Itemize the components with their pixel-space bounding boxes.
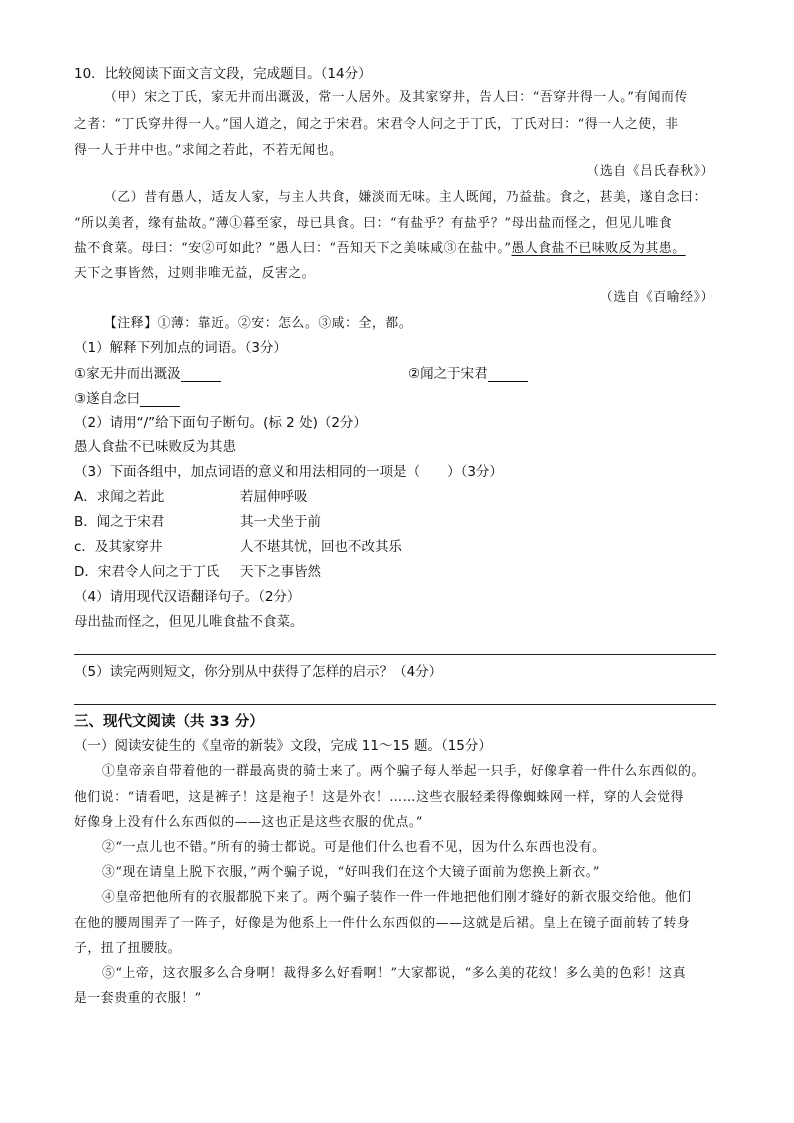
option-d-left: D．宋君令人问之于丁氏 — [74, 564, 220, 580]
sub2-prompt: （2）请用“/”给下面句子断句。(标 2 处)（2分） — [74, 415, 367, 431]
story-paragraph-line: ④皇帝把他所有的衣服都脱下来了。两个骗子装作一件一件地把他们刚才缝好的新衣服交给他。他们 — [102, 890, 692, 905]
passage-jia-line: （甲）宋之丁氏，家无井而出溉汲，常一人居外。及其家穿井，告人曰：“吾穿井得一人。”有闻而传 — [104, 90, 688, 105]
passage-yi-text: 盐不食菜。母曰：“安②可如此？”愚人曰：“吾知天下之美味咸③在盐中。” — [74, 241, 512, 256]
sub1-item-c-text: ③遂自念曰 — [74, 391, 141, 407]
story-paragraph-line: ①皇帝亲自带着他的一群最高贵的骑士来了。两个骗子每人举起一只手，好像拿着一件什么东西似的。 — [102, 764, 705, 779]
sub1-item-c — [74, 393, 180, 407]
passage-yi-source: （选自《百喻经》） — [599, 290, 714, 305]
option-a-right: 若屈伸呼吸 — [240, 489, 308, 505]
sub1-item-b-text: ②闻之于宋君 — [408, 366, 488, 382]
option-b-right: 其一犬坐于前 — [240, 514, 321, 530]
passage-yi-line: “所以美者，缘有盐故。”薄①暮至家，母已具食。曰：“有盐乎？有盐乎？”母出盐而怪之，但见儿唯食 — [74, 216, 673, 231]
sub1-prompt: （1）解释下列加点的词语。（3分） — [74, 340, 287, 356]
underlined-sentence: 愚人食盐不已味败反为其患。 — [511, 241, 686, 256]
option-b-left: B．闻之于宋君 — [74, 514, 165, 530]
part1-prompt: （一）阅读安徒生的《皇帝的新装》文段，完成 11～15 题。（15分） — [74, 738, 492, 754]
answer-line[interactable] — [74, 654, 716, 655]
notes: 【注释】①薄：靠近。②安：怎么。③咸：全，都。 — [104, 316, 413, 331]
option-c-right: 人不堪其忧，回也不改其乐 — [240, 539, 402, 555]
sub4-sentence: 母出盐而怪之，但见儿唯食盐不食菜。 — [74, 614, 304, 630]
story-paragraph-line: 好像身上没有什么东西似的——这也正是这些衣服的优点。” — [74, 815, 424, 830]
answer-line[interactable] — [74, 704, 716, 705]
passage-jia-line: 之者：“丁氏穿井得一人。”国人道之，闻之于宋君。宋君令人问之于丁氏，丁氏对曰：“得一人之使，非 — [74, 117, 679, 132]
sub2-sentence: 愚人食盐不已味败反为其患 — [74, 439, 236, 455]
story-paragraph-line: 子，扭了扭腰肢。 — [74, 941, 182, 956]
passage-yi-line: 天下之事皆然，过则非唯无益，反害之。 — [74, 266, 316, 281]
answer-blank[interactable] — [140, 394, 180, 407]
story-paragraph-line: ⑤“上帝，这衣服多么合身啊！裁得多么好看啊！”大家都说，“多么美的花纹！多么美的色彩！这真 — [102, 966, 687, 981]
option-c-left: c．及其家穿井 — [74, 539, 163, 555]
story-paragraph-line: ③“现在请皇上脱下衣服，”两个骗子说，“好叫我们在这个大镜子面前为您换上新衣。” — [102, 865, 601, 880]
sub3-prompt: （3）下面各组中，加点词语的意义和用法相同的一项是（ ）（3分） — [74, 464, 503, 480]
option-a-left: A．求闻之若此 — [74, 489, 165, 505]
sub5-prompt: （5）读完两则短文，你分别从中获得了怎样的启示？（4分） — [74, 664, 443, 680]
sub4-prompt: （4）请用现代汉语翻译句子。（2分） — [74, 589, 301, 605]
section-heading: 三、现代文阅读（共 33 分） — [74, 714, 264, 730]
sub1-item-a-text: ①家无井而出溉汲 — [74, 366, 181, 382]
sub1-item-a — [74, 368, 221, 382]
passage-yi-line — [74, 243, 686, 256]
story-paragraph-line: 是一套贵重的衣服！” — [74, 991, 202, 1006]
q10-title: 10．比较阅读下面文言文段，完成题目。（14分） — [74, 66, 372, 82]
answer-blank[interactable] — [181, 369, 221, 382]
passage-jia-source: （选自《吕氏春秋》） — [586, 164, 714, 179]
story-paragraph-line: 他们说：“请看吧，这是裤子！这是袍子！这是外衣！……这些衣服轻柔得像蜘蛛网一样，穿的人会觉得 — [74, 790, 685, 805]
passage-yi-line: （乙）昔有愚人，适友人家，与主人共食，嫌淡而无味。主人既闻，乃益盐。食之，甚美，遂自念曰： — [104, 190, 707, 205]
answer-blank[interactable] — [488, 369, 528, 382]
passage-jia-line: 得一人于井中也。”求闻之若此，不若无闻也。 — [74, 143, 343, 158]
story-paragraph-line: 在他的腰周围弄了一阵子，好像是为他系上一件什么东西似的——这就是后裙。皇上在镜子面前转了转身 — [74, 916, 691, 931]
option-d-right: 天下之事皆然 — [240, 564, 321, 580]
sub1-item-b — [408, 368, 528, 382]
story-paragraph-line: ②“一点儿也不错。”所有的骑士都说。可是他们什么也看不见，因为什么东西也没有。 — [102, 840, 606, 855]
